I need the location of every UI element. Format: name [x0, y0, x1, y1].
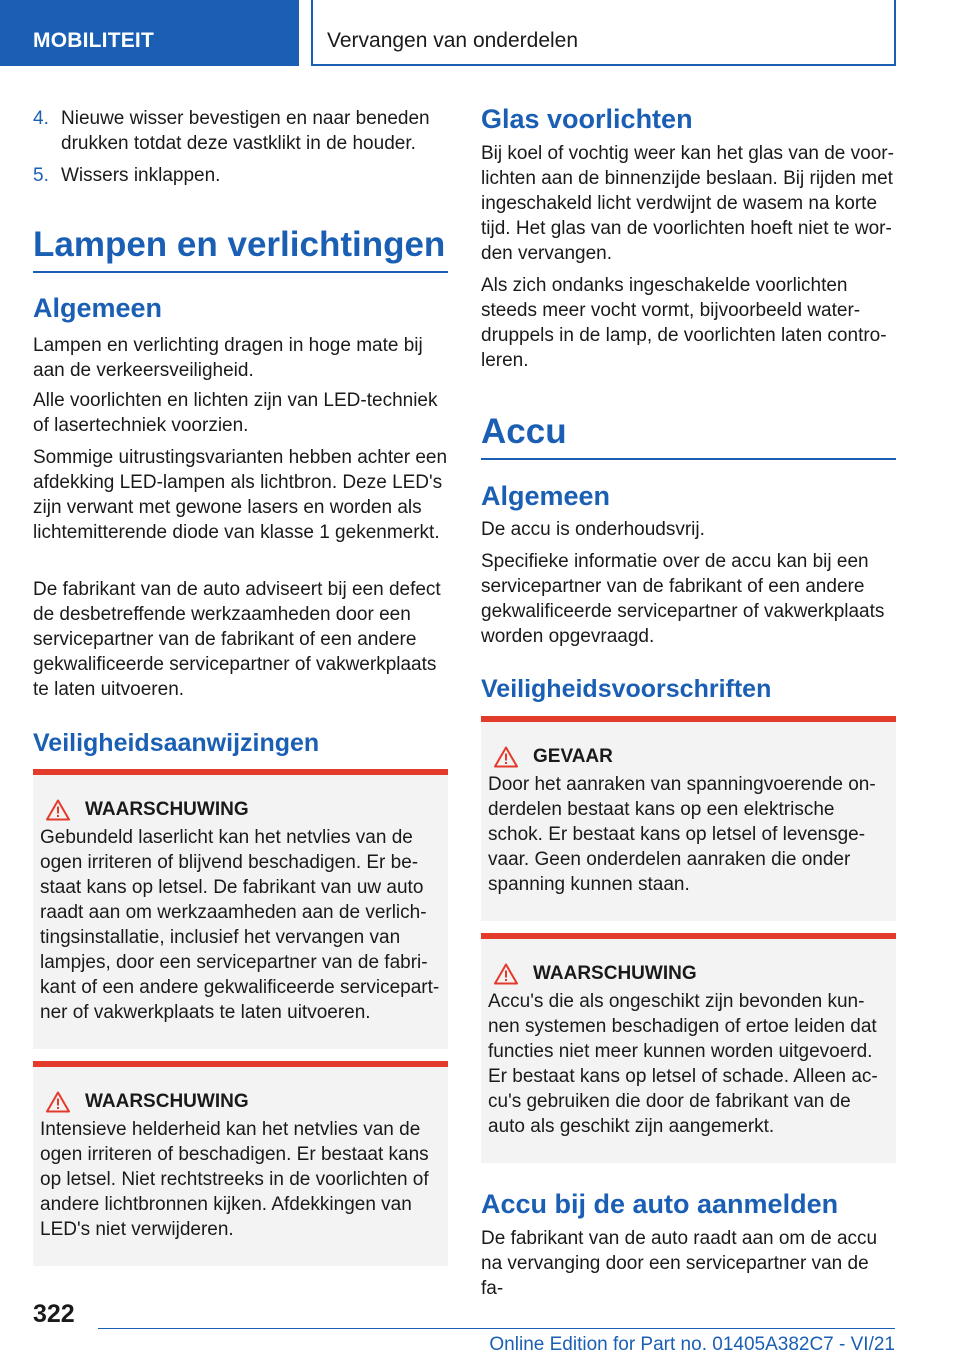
warning-header	[40, 1089, 440, 1114]
warning-text: Door het aanraken van spanningvoerende onderdelen bestaat kans op een elektrische schok. Er bestaat kans op letsel of levensgevaar. Geen onderdelen aanraken die onder spanning kunnen staan.	[488, 774, 876, 895]
warning-header	[40, 797, 440, 822]
warning-text: Accu's die als ongeschikt zijn bevonden kunnen systemen beschadigen of ertoe leiden dat functies niet meer kunnen worden uitgevoerd. Er bestaat kans op letsel of schade. Alleen accu's gebruiken die door de fabrikant van de auto als geschikt zijn aangemerkt.	[488, 991, 878, 1137]
step-text: Nieuwe wisser bevestigen en naar beneden drukken totdat deze vastklikt in de houder.	[61, 108, 430, 154]
footer-rule	[98, 1328, 895, 1329]
warning-triangle-icon	[46, 1091, 70, 1113]
page-header	[0, 0, 960, 66]
warning-text: Intensieve helderheid kan het netvlies van de ogen irriteren of beschadigen. Er bestaat kans op letsel. Niet rechtstreeks in de voorlichten of andere lichtbronnen kijken. Afdekkingen van LED's niet verwijderen.	[40, 1119, 429, 1240]
step-number: 4.	[33, 108, 49, 129]
step-number: 5.	[33, 165, 49, 186]
paragraph: De accu is onderhoudsvrij.	[481, 519, 705, 540]
warning-label: GEVAAR	[533, 746, 613, 767]
heading-veiligheidsvoorschriften: Veiligheidsvoorschriften	[481, 675, 772, 703]
paragraph: Sommige uitrustingsvarianten hebben achter een afdekking LED-lampen als lichtbron. Deze LED's zijn verwant met gewone lasers en worden als lichtemitterende diode van klasse 1 gekenmerkt.	[33, 447, 448, 543]
danger-box	[481, 716, 896, 921]
warning-triangle-icon	[494, 963, 518, 985]
heading-algemeen: Algemeen	[481, 481, 611, 511]
paragraph: Specifieke informatie over de accu kan bij een servicepartner van de fabrikant of een andere gekwalificeerde servicepartner of vakwerkplaats worden opgevraagd.	[481, 551, 885, 647]
heading-glas-voorlichten: Glas voorlichten	[481, 104, 693, 134]
warning-label: WAARSCHUWING	[533, 963, 697, 984]
warning-text: Gebundeld laserlicht kan het netvlies van de ogen irriteren of blijvend beschadigen. Er bestaat kans op letsel. De fabrikant van uw auto raadt aan om werkzaamheden aan de verlichtingsinstallatie, inclusief het vervangen van lampjes, door een servicepartner van de fabrikant of een andere gekwalificeerde servicepartner of vakwerkplaats te laten uitvoeren.	[40, 827, 440, 1023]
heading-accu-aanmelden: Accu bij de auto aanmelden	[481, 1189, 839, 1219]
section-tab: MOBILITEIT	[0, 0, 299, 66]
heading-lampen: Lampen en verlichtingen	[33, 225, 448, 273]
footer-edition: Online Edition for Part no. 01405A382C7 - VI/21	[489, 1334, 895, 1355]
warning-label: WAARSCHUWING	[85, 1091, 249, 1112]
warning-label: WAARSCHUWING	[85, 799, 249, 820]
warning-triangle-icon	[46, 799, 70, 821]
warning-header	[488, 744, 888, 769]
heading-accu: Accu	[481, 412, 896, 460]
warning-box	[33, 769, 448, 1049]
paragraph: De fabrikant van de auto adviseert bij een defect de desbetreffende werkzaamheden door een servicepartner van de fabrikant of een andere gekwalificeerde servicepartner of vakwerkplaats te laten uitvoeren.	[33, 579, 441, 700]
chapter-title: Vervangen van onderdelen	[311, 0, 896, 66]
warning-triangle-icon	[494, 746, 518, 768]
page-number: 322	[33, 1300, 75, 1328]
step-text: Wissers inklappen.	[61, 165, 221, 186]
paragraph: Bij koel of vochtig weer kan het glas van de voorlichten aan de binnenzijde beslaan. Bij rijden met ingeschakeld licht verdwijnt de wasem na korte tijd. Het glas van de voorlichten hoeft niet te worden vervangen.	[481, 143, 894, 264]
paragraph: De fabrikant van de auto raadt aan om de accu na vervanging door een servicepartner van de fa-	[481, 1228, 878, 1299]
paragraph: Alle voorlichten en lichten zijn van LED-techniek of lasertechniek voorzien.	[33, 390, 438, 436]
heading-algemeen: Algemeen	[33, 293, 163, 323]
warning-header	[488, 961, 888, 986]
warning-box	[33, 1061, 448, 1266]
heading-veiligheidsaanwijzingen: Veiligheidsaanwijzingen	[33, 729, 320, 757]
paragraph: Lampen en verlichting dragen in hoge mate bij aan de verkeersveiligheid.	[33, 335, 423, 381]
paragraph: Als zich ondanks ingeschakelde voorlichten steeds meer vocht vormt, bijvoorbeeld waterdruppels in de lamp, de voorlichten laten controleren.	[481, 275, 887, 371]
warning-box	[481, 933, 896, 1163]
